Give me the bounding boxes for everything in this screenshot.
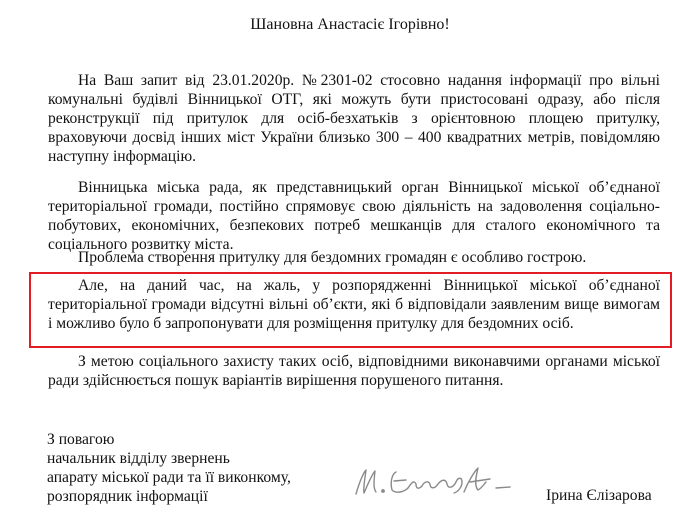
signer-name: Ірина Єлізарова xyxy=(546,487,652,504)
paragraph-no-available-objects: Але, на даний час, на жаль, у розпорядженні Вінницької міської об’єднаної територіальної громади відсутні вільні об’єкти, які б відповідали заявленим вище вимогам і можливо було б запропонувати для розміщення притулку для бездомних осіб. xyxy=(48,277,660,332)
handwritten-signature xyxy=(350,462,525,502)
closing-line-department: апарату міської ради та її виконкому, xyxy=(47,469,291,486)
paragraph-request-reference: На Ваш запит від 23.01.2020р. №2301-02 стосовно надання інформації про вільні комунальні будівлі Вінницької ОТГ, які можуть бути пристосовані одразу, або після реконструкції під притулок для осіб-безхатьків з орієнтовною площею притулку, враховуючи досвід інших міст України близько 300 – 400 квадратних метрів, повідомляю наступну інформацію. xyxy=(48,72,660,165)
paragraph-city-council-role: Вінницька міська рада, як представницький орган Вінницької міської об’єднаної територіальної громади, постійно спрямовує свою діяльність на задоволення соціально-побутових, економічних, безпекових потреб мешканців для сталого економічного та соціального розвитку міста. xyxy=(48,179,660,253)
closing-block xyxy=(47,430,291,506)
letter-greeting: Шановна Анастасіє Ігорівно! xyxy=(250,16,450,33)
paragraph-social-protection: З метою соціального захисту таких осіб, відповідними виконавчими органами міської ради здійснюється пошук варіантів вирішення порушеного питання. xyxy=(48,353,660,389)
closing-line-position: начальник відділу звернень xyxy=(47,450,230,467)
paragraph-shelter-problem: Проблема створення притулку для бездомних громадян є особливо гострою. xyxy=(78,249,587,266)
closing-line-role: розпорядник інформації xyxy=(47,488,208,505)
closing-line-regards: З повагою xyxy=(47,431,115,448)
